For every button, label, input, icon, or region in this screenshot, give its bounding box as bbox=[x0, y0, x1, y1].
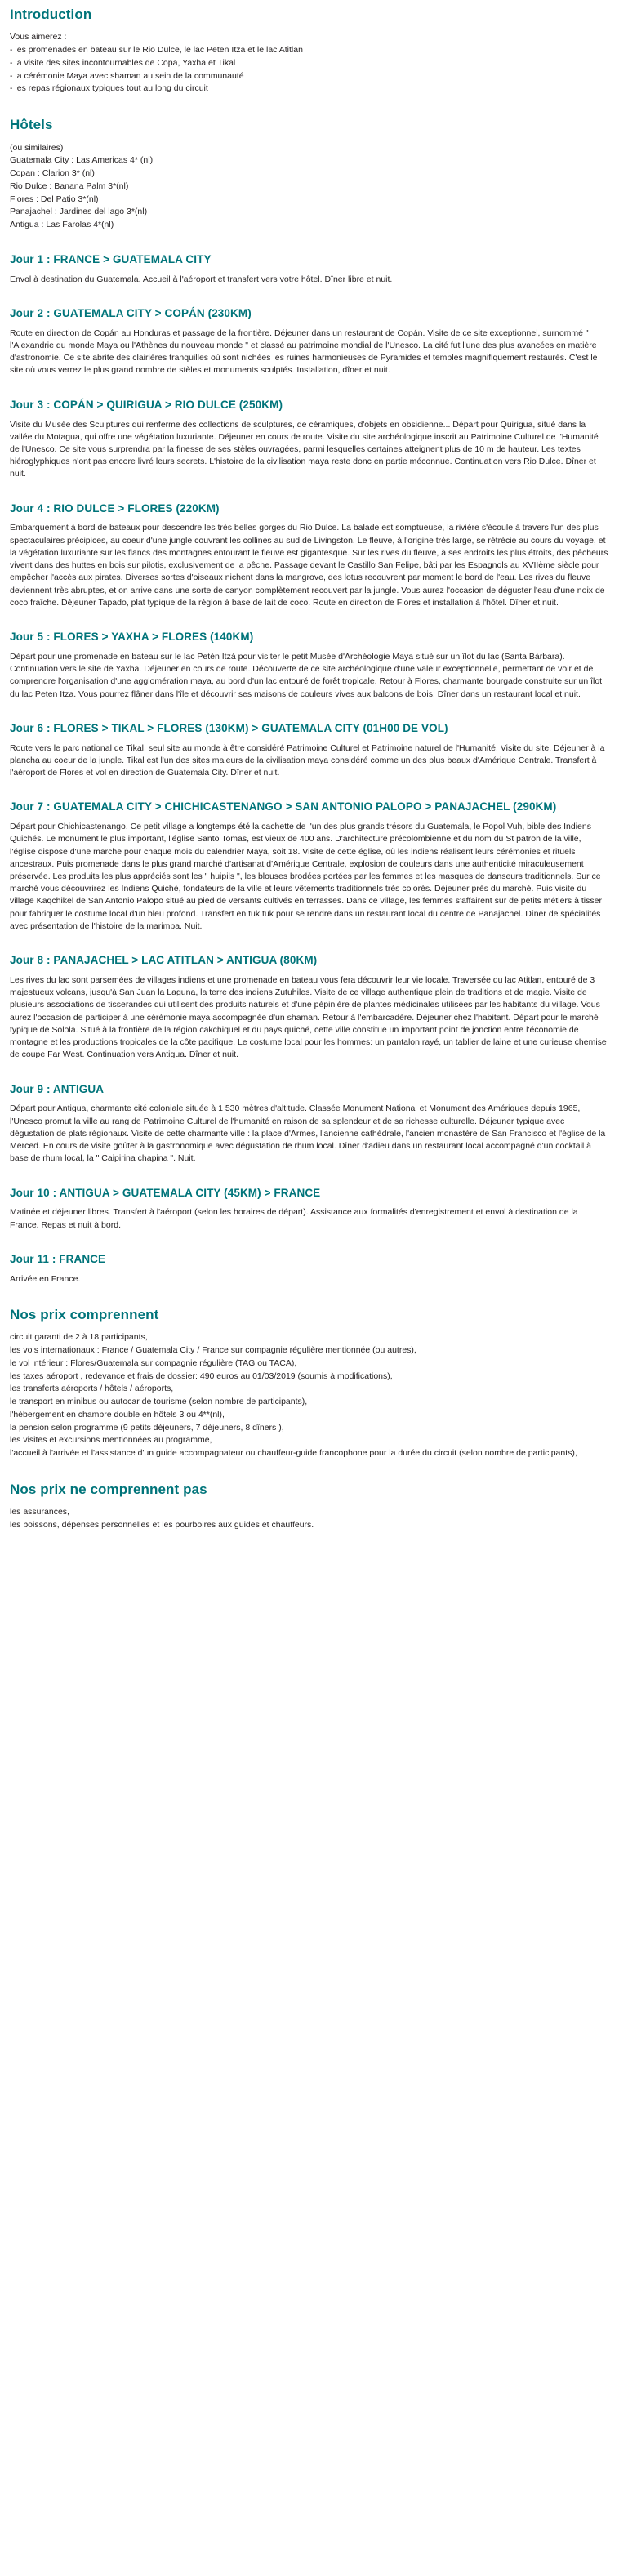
day-body-6 bbox=[10, 742, 609, 780]
included-line: les visites et excursions mentionnées au programme, bbox=[10, 1435, 212, 1446]
day-paragraph: Visite du Musée des Sculptures qui renferme des collections de sculptures, de céramiques, d'objets en obsidienne... Départ pour Quirigua, situé dans la vallée du Motagua, qui offre une végétation luxuriante. Déjeuner en cours de route. Visite du site archéologique inscrit au Patrimoine Culturel de l'Humanité de l'Unesco. Ce site vous surprendra par la finesse de ses stèles ouvragées, parmi lesquelles certaines atteignent plus de 10 m de hauteur. Les textes hiéroglyphiques n'ont pas encore livré leurs secrets. L'histoire de la civilisation maya reste donc en partie méconnue. Continuation vers Rio Dulce. Dîner et nuit. bbox=[10, 419, 599, 479]
introduction-line: - les promenades en bateau sur le Rio Dulce, le lac Peten Itza et le lac Atitlan bbox=[10, 45, 303, 56]
day-body-3 bbox=[10, 419, 609, 481]
day-block-11 bbox=[10, 1253, 609, 1286]
included-lines bbox=[10, 1331, 609, 1460]
section-title-included: Nos prix comprennent bbox=[10, 1306, 159, 1322]
included-line: le transport en minibus ou autocar de tourisme (selon nombre de participants), bbox=[10, 1397, 308, 1407]
day-paragraph: Arrivée en France. bbox=[10, 1273, 81, 1284]
day-title-10: Jour 10 : ANTIGUA > GUATEMALA CITY (45KM) > FRANCE bbox=[10, 1186, 321, 1199]
hotels-line: Rio Dulce : Banana Palm 3*(nl) bbox=[10, 180, 129, 191]
day-block-3 bbox=[10, 399, 609, 481]
day-paragraph: Départ pour une promenade en bateau sur le lac Petén Itzá pour visiter le petit Musée d'Archéologie Maya situé sur un îlot du lac (Santa Bárbara). Continuation vers le site de Yaxha. Déjeuner en cours de route. Découverte de ce site archéologique d'une valeur exceptionnelle, permettant de voir et de comprendre l'organisation d'une agglomération maya, au bord d'un lac entouré de forêt tropicale. Retour à Flores, charmante bourgade construite sur un îlot du lac Peten Itza. Vous pourrez flâner dans l'île et découvrir ses maisons de couleurs vives aux balcons de bois. Dîner dans un restaurant local et nuit. bbox=[10, 651, 603, 699]
day-block-7 bbox=[10, 800, 609, 933]
day-block-10 bbox=[10, 1187, 609, 1232]
introduction-line: - la visite des sites incontournables de Copa, Yaxha et Tikal bbox=[10, 57, 236, 68]
introduction-lines bbox=[10, 31, 609, 96]
hotels-lines bbox=[10, 142, 609, 232]
day-body-8 bbox=[10, 974, 609, 1062]
excluded-line: les assurances, bbox=[10, 1507, 69, 1518]
day-title-4: Jour 4 : RIO DULCE > FLORES (220KM) bbox=[10, 501, 220, 515]
day-title-9: Jour 9 : ANTIGUA bbox=[10, 1082, 105, 1095]
day-paragraph: Les rives du lac sont parsemées de villages indiens et une promenade en bateau vous fera découvrir leur vie locale. Traversée du lac Atitlan, entouré de 3 majestueux volcans, jusqu'à San Juan la Laguna, la terre des indiens Zutuhiles. Visite de ce village authentique plein de traditions et de magie. Visite de plusieurs associations de tisserandes qui utilisent des produits naturels et d'une pépinière de plantes médicinales utilisées par les habitants du village. Vous aurez l'occasion de participer à une cérémonie maya accompagnée d'un shaman. Retour à l'embarcadère. Déjeuner chez l'habitant. Départ pour le marché typique de Solola. Situé à la frontière de la région cakchiquel et du pays quiché, cette ville constitue un important point de jonction entre l'économie de montagne et les productions tropicales de la côte pacifique. Le costume local pour les hommes: un pantalon rayé, un tablier de laine et une curieuse chemise de coupe Far West. Continuation vers Antigua. Dîner et nuit. bbox=[10, 975, 607, 1060]
day-body-2 bbox=[10, 328, 609, 377]
day-block-6 bbox=[10, 722, 609, 780]
included-line: circuit garanti de 2 à 18 participants, bbox=[10, 1332, 148, 1343]
day-paragraph: Départ pour Antigua, charmante cité coloniale située à 1 530 mètres d'altitude. Classée Monument National et Monument des Amériques depuis 1965, l'Unesco promut la ville au rang de Patrimoine Culturel de l'humanité en raison de sa splendeur et de sa richesse culturelle. Déjeuner typique avec dégustation de plats régionaux. Visite de cette charmante ville : la place d'Armes, l'ancienne cathédrale, l'ancien monastère de San Francisco et l'église de la Merced. En cours de visite goûter à la gastronomique avec dégustation de rhum local. Dîner d'adieu dans un restaurant local accompagné d'un cocktail à base de rhum local, la " Caipirina chapina ". Nuit. bbox=[10, 1103, 606, 1164]
day-body-9 bbox=[10, 1103, 609, 1165]
included-line: l'hébergement en chambre double en hôtels 3 ou 4**(nl), bbox=[10, 1409, 225, 1419]
hotels-line: Guatemala City : Las Americas 4* (nl) bbox=[10, 155, 154, 166]
included-line: les transferts aéroports / hôtels / aéroports, bbox=[10, 1384, 174, 1394]
day-title-11: Jour 11 : FRANCE bbox=[10, 1252, 106, 1265]
day-block-8 bbox=[10, 954, 609, 1061]
day-body-5 bbox=[10, 651, 609, 701]
day-body-11 bbox=[10, 1273, 609, 1286]
day-paragraph: Route en direction de Copán au Honduras et passage de la frontière. Déjeuner dans un restaurant de Copán. Visite de ce site exceptionnel, surnommé " l'Alexandrie du monde Maya ou l'Athènes du nouveau monde " et classé au patrimoine mondial de l'Unesco. La cité fut l'une des plus avancées en matière d'astronomie. Ce site abrite des clairières tranquilles où sont nichées les ruines harmonieuses de Pyramides et temples magnifiquement restaurés. C'est le site où vous verrez le plus grand nombre de stèles et monuments sculptés. Installation, dîner et nuit. bbox=[10, 328, 598, 376]
introduction-line: - la cérémonie Maya avec shaman au sein de la communauté bbox=[10, 70, 244, 81]
section-introduction bbox=[10, 7, 609, 96]
day-title-5: Jour 5 : FLORES > YAXHA > FLORES (140KM) bbox=[10, 631, 254, 643]
day-block-1 bbox=[10, 253, 609, 286]
section-title-hotels: Hôtels bbox=[10, 117, 53, 133]
included-line: l'accueil à l'arrivée et l'assistance d'un guide accompagnateur ou chauffeur-guide francophone pour la durée du circuit (selon nombre de participants), bbox=[10, 1448, 577, 1459]
included-line: les vols internationaux : France / Guatemala City / France sur compagnie régulière mentionnée (ou autres), bbox=[10, 1345, 416, 1356]
day-block-4 bbox=[10, 502, 609, 609]
day-body-1 bbox=[10, 274, 609, 286]
day-body-10 bbox=[10, 1206, 609, 1231]
section-title-excluded: Nos prix ne comprennent pas bbox=[10, 1481, 207, 1497]
day-title-7: Jour 7 : GUATEMALA CITY > CHICHICASTENANGO > SAN ANTONIO PALOPO > PANAJACHEL (290KM) bbox=[10, 800, 557, 813]
section-title-introduction: Introduction bbox=[10, 7, 92, 22]
introduction-line: Vous aimerez : bbox=[10, 32, 67, 42]
day-block-2 bbox=[10, 307, 609, 377]
day-paragraph: Embarquement à bord de bateaux pour descendre les très belles gorges du Rio Dulce. La balade est somptueuse, la rivière s'écoule à travers l'un des plus spectaculaires précipices, au coeur d'une jungle couvrant les collines au sud de Livingston. Le fleuve, à l'origine très large, se rétrécie au cours du voyage, et la végétation luxuriante sur les flancs des montagnes entourant le fleuve est gigantesque. Sur les rives du fleuve, à ses endroits les plus étroits, des pêcheurs vivent dans des huttes en bois sur pilotis, exclusivement de la pêche. Passage devant le Castillo San Felipe, bâti par les Espagnols au XVIIème siècle pour empêcher l'accès aux pirates. Diverses sortes d'oiseaux nichent dans la mangrove, des lotus recouvrent par moment le bord de l'eau. Les rives du fleuve deviennent très abruptes, et on arrive dans une sorte de canyon complètement recouvert par la jungle. Vous aurez l'occasion de déguster l'eau d'une noix de coco fraîche. Déjeuner Tapado, plat typique de la région à base de lait de coco. Route en direction de Flores et installation à l'hôtel. Dîner et nuit. bbox=[10, 523, 608, 608]
day-body-4 bbox=[10, 522, 609, 609]
hotels-line: Antigua : Las Farolas 4*(nl) bbox=[10, 220, 114, 230]
day-title-1: Jour 1 : FRANCE > GUATEMALA CITY bbox=[10, 252, 212, 265]
day-block-9 bbox=[10, 1083, 609, 1165]
excluded-line: les boissons, dépenses personnelles et les pourboires aux guides et chauffeurs. bbox=[10, 1519, 314, 1530]
day-paragraph: Départ pour Chichicastenango. Ce petit village a longtemps été la cachette de l'un des plus grands trésors du Guatemala, le Popol Vuh, bible des Indiens Quichés. Le monument le plus important, l'église Santo Tomas, est vieux de 400 ans. D'architecture précolombienne et du nom du St patron de la ville, l'église dispose d'une marche pour chaque mois du calendrier Maya, soit 18. Visite de cette église, où les indiens réalisent leurs cérémonies et rituels ancestraux. Puis promenade dans le plus grand marché d'artisanat d'Amérique Centrale, explosion de couleurs dans une authenticité miraculeusement préservée. Les produits les plus appréciés sont les " huipils ", les blouses brodées portées par les femmes et les masques de danseurs traditionnels. Sur ce marché vous découvrirez les Indiens Quiché, fondateurs de la ville et leurs vêtements traditionnels très colorés. Déjeuner près du marché. Puis visite du village Kaqchikel de San Antonio Palopo situé au pied de versants cultivés en terrasses. Dans ce village, les femmes s'affairent sur de petits métiers à tisser pour fabriquer le costume local d'un bleu profond. Transfert en tuk tuk pour se rendre dans un restaurant local du centre de Panajachel. Dîner de spécialités avec présentation de l'histoire de la marimba. Nuit. bbox=[10, 822, 602, 931]
section-included bbox=[10, 1307, 609, 1460]
day-title-6: Jour 6 : FLORES > TIKAL > FLORES (130KM) > GUATEMALA CITY (01H00 DE VOL) bbox=[10, 721, 448, 734]
included-line: les taxes aéroport , redevance et frais de dossier: 490 euros au 01/03/2019 (soumis à modifications), bbox=[10, 1370, 393, 1381]
day-title-3: Jour 3 : COPÁN > QUIRIGUA > RIO DULCE (250KM) bbox=[10, 398, 283, 411]
day-title-2: Jour 2 : GUATEMALA CITY > COPÁN (230KM) bbox=[10, 306, 252, 319]
day-title-8: Jour 8 : PANAJACHEL > LAC ATITLAN > ANTIGUA (80KM) bbox=[10, 954, 318, 967]
day-paragraph: Route vers le parc national de Tikal, seul site au monde à être considéré Patrimoine Culturel et Patrimoine naturel de l'Humanité. Visite du site. Déjeuner à la plancha au coeur de la jungle. Tikal est l'un des sites majeurs de la civilisation maya considéré comme un des plus beaux d'Amérique Centrale. Transfert à l'aéroport de Flores et vol en direction de Guatemala City. Dîner et nuit. bbox=[10, 742, 605, 778]
included-line: le vol intérieur : Flores/Guatemala sur compagnie régulière (TAG ou TACA), bbox=[10, 1357, 297, 1368]
hotels-line: (ou similaires) bbox=[10, 142, 64, 153]
day-paragraph: Envol à destination du Guatemala. Accueil à l'aéroport et transfert vers votre hôtel. Dîner libre et nuit. bbox=[10, 274, 393, 284]
day-block-5 bbox=[10, 631, 609, 701]
excluded-lines bbox=[10, 1506, 609, 1532]
day-body-7 bbox=[10, 821, 609, 933]
section-excluded bbox=[10, 1482, 609, 1532]
section-hotels bbox=[10, 117, 609, 232]
hotels-line: Panajachel : Jardines del lago 3*(nl) bbox=[10, 207, 148, 217]
introduction-line: - les repas régionaux typiques tout au long du circuit bbox=[10, 83, 208, 94]
included-line: la pension selon programme (9 petits déjeuners, 7 déjeuners, 8 dîners ), bbox=[10, 1422, 284, 1433]
day-paragraph: Matinée et déjeuner libres. Transfert à l'aéroport (selon les horaires de départ). Assistance aux formalités d'enregistrement et envol à destination de la France. Repas et nuit à bord. bbox=[10, 1207, 578, 1230]
hotels-line: Copan : Clarion 3* (nl) bbox=[10, 168, 95, 179]
hotels-line: Flores : Del Patio 3*(nl) bbox=[10, 194, 99, 204]
